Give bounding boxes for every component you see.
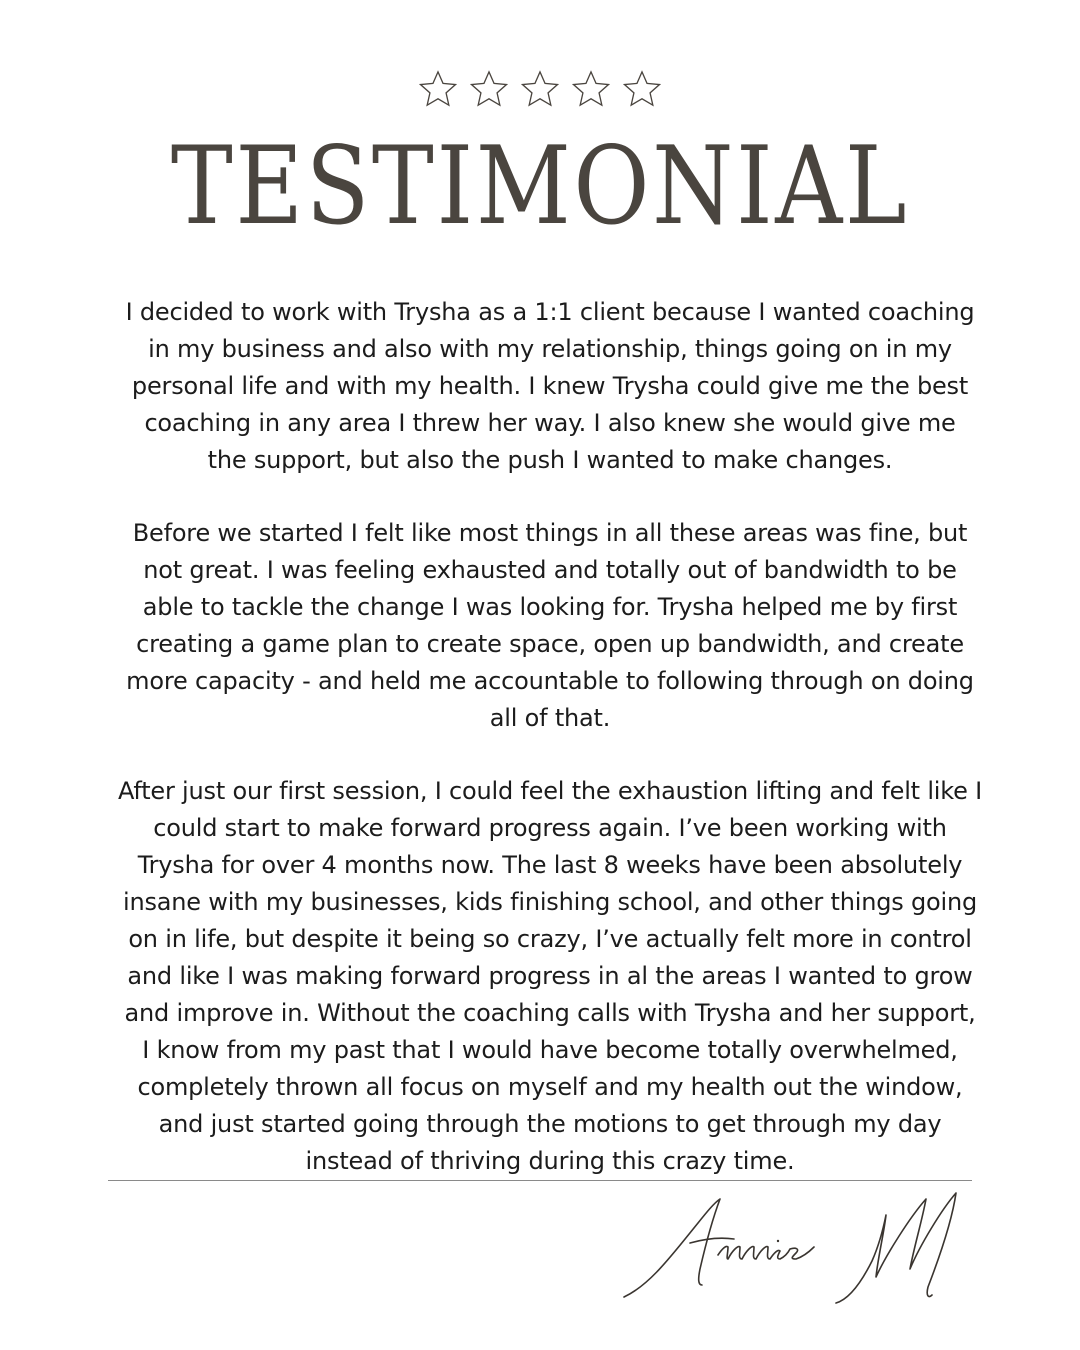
- testimonial-paragraph: Before we started I felt like most things in all these areas was fine, but not great. I was feeling exhausted and totally out of bandwidth to be able to tackle the change I was looking for. Trysha helped me by first creating a game plan to create space, open up bandwidth, and create more capacity - and held me accountable to following through on doing all of that.: [126, 519, 974, 732]
- star-rating: [0, 70, 1080, 108]
- page-title: TESTIMONIAL: [170, 124, 910, 249]
- star-icon: [572, 70, 610, 108]
- divider: [108, 1180, 972, 1181]
- star-icon: [521, 70, 559, 108]
- testimonial-paragraph: I decided to work with Trysha as a 1:1 client because I wanted coaching in my business and also with my relationship, things going on in my personal life and with my health. I knew Trysha could give me the best coaching in any area I threw her way. I also knew she would give me the support, but also the push I wanted to make changes.: [125, 298, 975, 474]
- star-icon: [623, 70, 661, 108]
- signature: [610, 1185, 1010, 1315]
- star-icon: [419, 70, 457, 108]
- testimonial-paragraph: After just our first session, I could feel the exhaustion lifting and felt like I could start to make forward progress again. I’ve been working with Trysha for over 4 months now. The last 8 weeks have been absolutely insane with my businesses, kids finishing school, and other things going on in life, but despite it being so crazy, I’ve actually felt more in control and like I was making forward progress in al the areas I wanted to grow and improve in. Without the coaching calls with Trysha and her support, I know from my past that I would have become totally overwhelmed, completely thrown all focus on myself and my health out the window, and just started going through the motions to get through my day instead of thriving during this crazy time.: [118, 777, 982, 1175]
- star-icon: [470, 70, 508, 108]
- testimonial-body: [108, 294, 992, 1180]
